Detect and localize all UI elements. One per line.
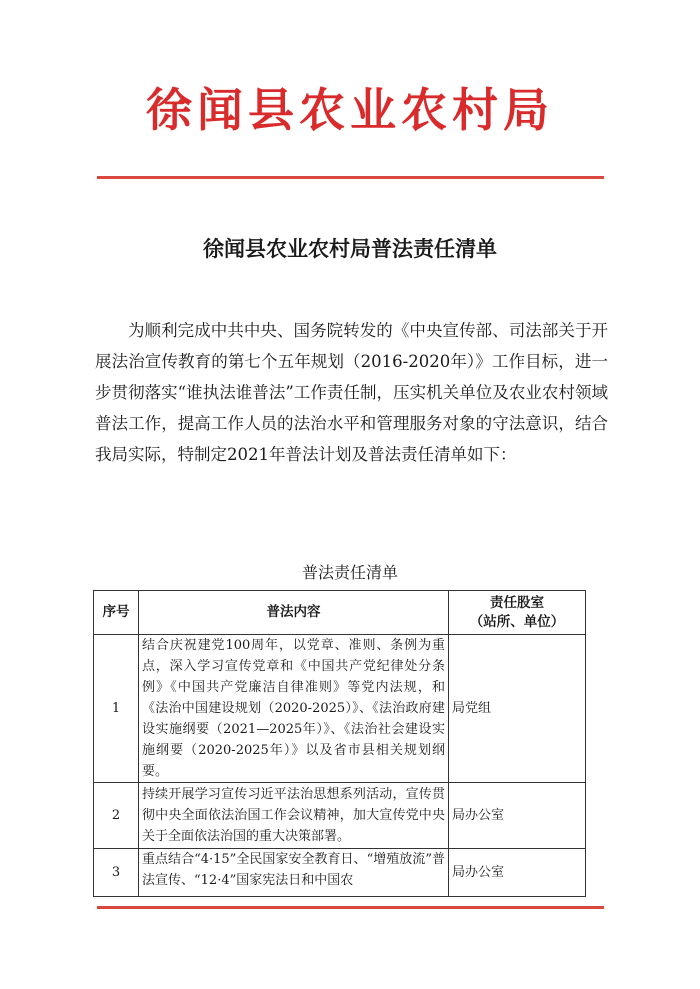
row-number: 2: [94, 783, 139, 849]
row-unit: 局办公室: [449, 849, 586, 897]
header-unit: [449, 591, 586, 635]
letterhead-divider-top: [97, 176, 604, 179]
header-unit-line2: （站所、单位）: [469, 613, 565, 630]
document-title: 徐闻县农业农村局普法责任清单: [203, 236, 497, 261]
row-unit: 局党组: [449, 635, 586, 783]
row-content: 重点结合“4·15”全民国家安全教育日、“增殖放流”普法宣传、“12·4”国家宪法日和中国农: [142, 852, 445, 888]
header-unit-line1: 责任股室: [490, 594, 544, 611]
header-no: 序号: [94, 591, 139, 635]
page-divider-bottom: [97, 906, 604, 909]
responsibility-table: [93, 590, 586, 897]
table-row: [94, 849, 586, 897]
row-unit: 局办公室: [449, 783, 586, 849]
row-number: 3: [94, 849, 139, 897]
header-content: 普法内容: [139, 591, 449, 635]
row-content: 持续开展学习宣传习近平法治思想系列活动，宣传贯彻中央全面依法治国工作会议精神，加大宣传党中央关于全面依法治国的重大决策部署。: [139, 783, 449, 849]
table-row: [94, 783, 586, 849]
organization-letterhead: 徐闻县农业农村局: [146, 83, 554, 137]
row-number: 1: [94, 635, 139, 783]
table-row: [94, 635, 586, 783]
row-content: 结合庆祝建党100周年，以党章、准则、条例为重点，深入学习宣传党章和《中国共产党纪律处分条例》《中国共产党廉洁自律准则》等党内法规，和《法治中国建设规划（2020-2025）》、《法治政府建设实施纲要（2021—2025年）》、《法治社会建设实施纲要（2020-2025年）》以及省市县相关规划纲要。: [139, 635, 449, 783]
row-content-partial: [139, 849, 449, 897]
table-caption: 普法责任清单: [301, 563, 398, 582]
body-text: [95, 315, 608, 470]
intro-paragraph: 为顺利完成中共中央、国务院转发的《中央宣传部、司法部关于开展法治宣传教育的第七个五年规划（2016-2020年）》工作目标，进一步贯彻落实“谁执法谁普法”工作责任制，压实机关单位及农业农村领域普法工作，提高工作人员的法治水平和管理服务对象的守法意识，结合我局实际，特制定2021年普法计划及普法责任清单如下：: [95, 321, 608, 464]
table-header-row: [94, 591, 586, 635]
